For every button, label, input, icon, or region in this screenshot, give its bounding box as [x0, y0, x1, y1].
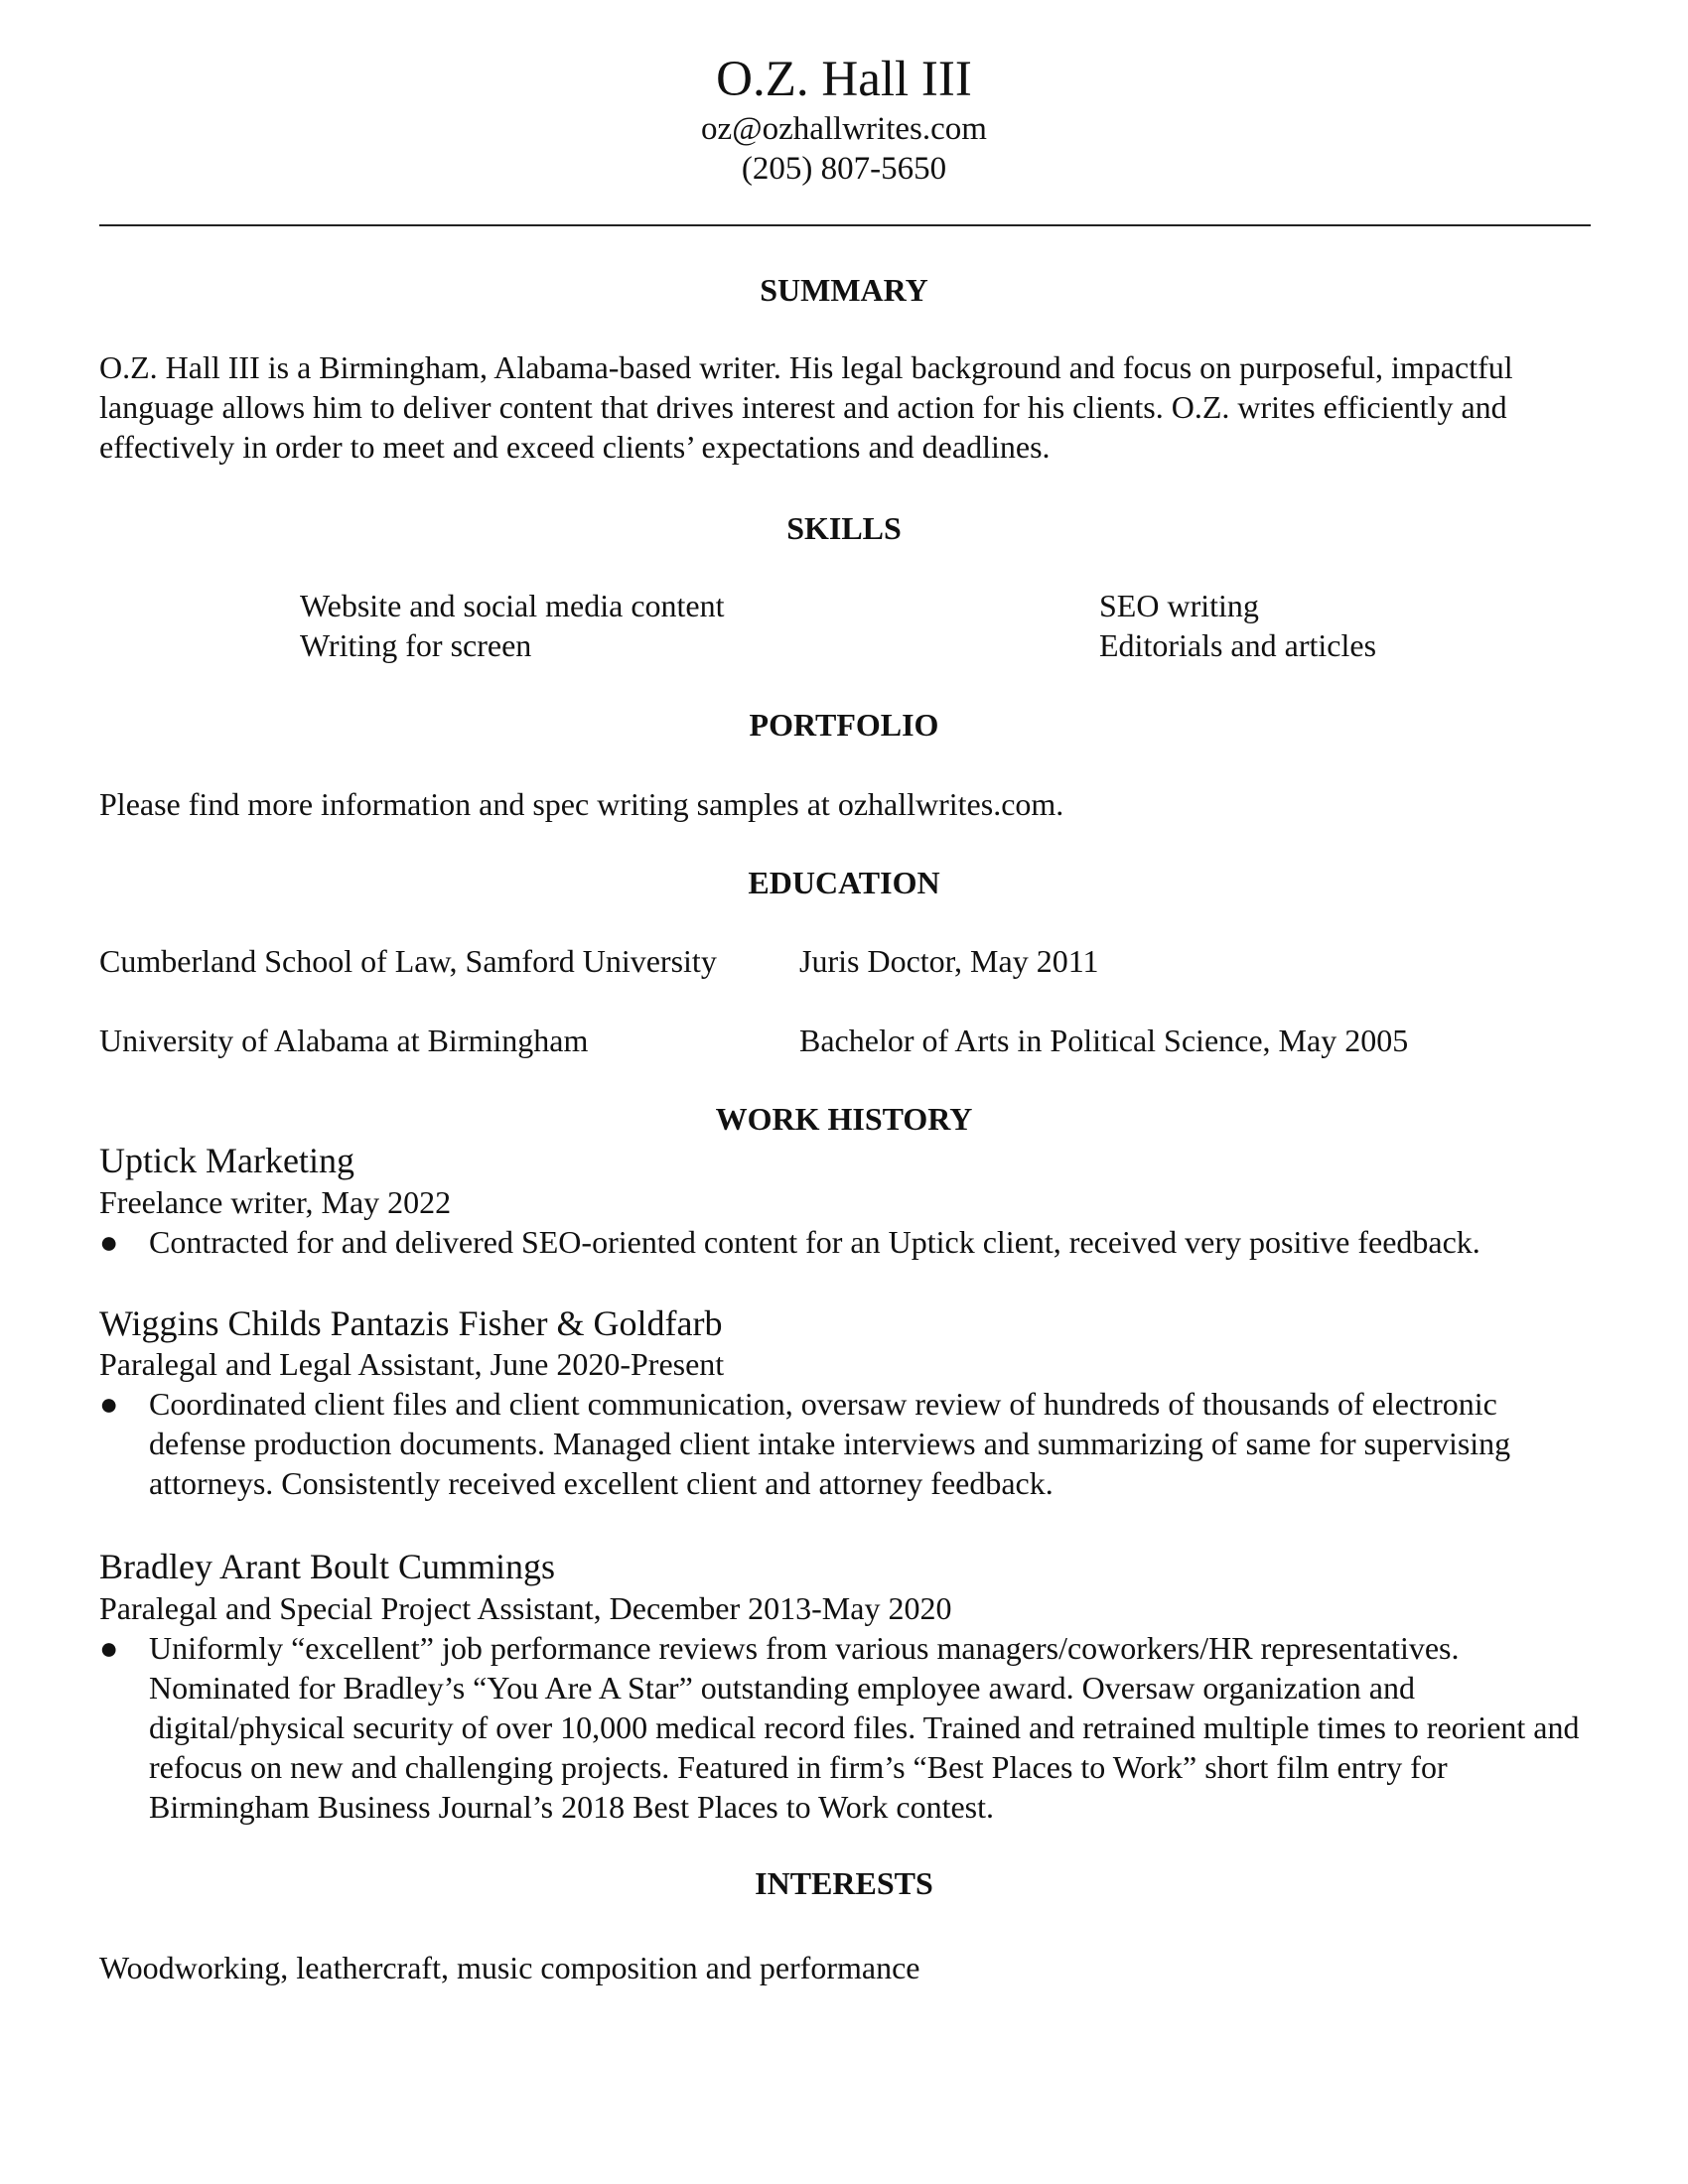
- job-title: Paralegal and Special Project Assistant, December 2013-May 2020: [99, 1590, 952, 1626]
- job-title: Paralegal and Legal Assistant, June 2020-Present: [99, 1346, 725, 1382]
- candidate-name: O.Z. Hall III: [716, 52, 972, 107]
- job-description: Coordinated client files and client communication, oversaw review of hundreds of thousands of electronic defense production documents. Managed client intake interviews and summarizing of same for supervising attorneys. Consistently received excellent client and attorney feedback.: [149, 1386, 1511, 1501]
- bullet-point: ●: [99, 1630, 119, 1666]
- work-history-heading: WORK HISTORY: [715, 1101, 973, 1137]
- education-degree: Bachelor of Arts in Political Science, May 2005: [799, 1023, 1409, 1058]
- email-address: oz@ozhallwrites.com: [701, 111, 987, 147]
- skill-item: SEO writing: [1099, 588, 1259, 623]
- education-school: University of Alabama at Birmingham: [99, 1023, 589, 1058]
- interests-text: Woodworking, leathercraft, music composition and performance: [99, 1950, 920, 1985]
- skills-heading: SKILLS: [786, 510, 902, 546]
- job-company: Uptick Marketing: [99, 1141, 354, 1180]
- header-divider: [99, 224, 1591, 226]
- bullet-point: ●: [99, 1224, 119, 1260]
- summary-heading: SUMMARY: [760, 272, 928, 308]
- education-school: Cumberland School of Law, Samford University: [99, 943, 717, 979]
- job-description: Contracted for and delivered SEO-oriented content for an Uptick client, received very positive feedback.: [149, 1224, 1480, 1260]
- phone-number: (205) 807-5650: [741, 151, 947, 187]
- interests-heading: INTERESTS: [755, 1865, 933, 1901]
- bullet-point: ●: [99, 1386, 119, 1422]
- summary-text: O.Z. Hall III is a Birmingham, Alabama-based writer. His legal background and focus on purposeful, impactful language allows him to deliver content that drives interest and action for his clients. O.Z. writes efficiently and effectively in order to meet and exceed clients’ expectations and deadlines.: [99, 349, 1513, 465]
- job-title: Freelance writer, May 2022: [99, 1184, 452, 1220]
- job-description: Uniformly “excellent” job performance reviews from various managers/coworkers/HR representatives. Nominated for Bradley’s “You Are A Star” outstanding employee award. Oversaw organization and digital/physical security of over 10,000 medical record files. Trained and retrained multiple times to reorient and refocus on new and challenging projects. Featured in firm’s “Best Places to Work” short film entry for Birmingham Business Journal’s 2018 Best Places to Work contest.: [149, 1630, 1580, 1825]
- portfolio-heading: PORTFOLIO: [749, 707, 939, 743]
- job-company: Bradley Arant Boult Cummings: [99, 1547, 555, 1586]
- job-company: Wiggins Childs Pantazis Fisher & Goldfarb: [99, 1303, 723, 1343]
- education-heading: EDUCATION: [748, 865, 940, 900]
- skill-item: Website and social media content: [300, 588, 725, 623]
- education-degree: Juris Doctor, May 2011: [799, 943, 1099, 979]
- skill-item: Writing for screen: [300, 627, 532, 663]
- portfolio-text: Please find more information and spec writing samples at ozhallwrites.com.: [99, 786, 1064, 822]
- skill-item: Editorials and articles: [1099, 627, 1377, 663]
